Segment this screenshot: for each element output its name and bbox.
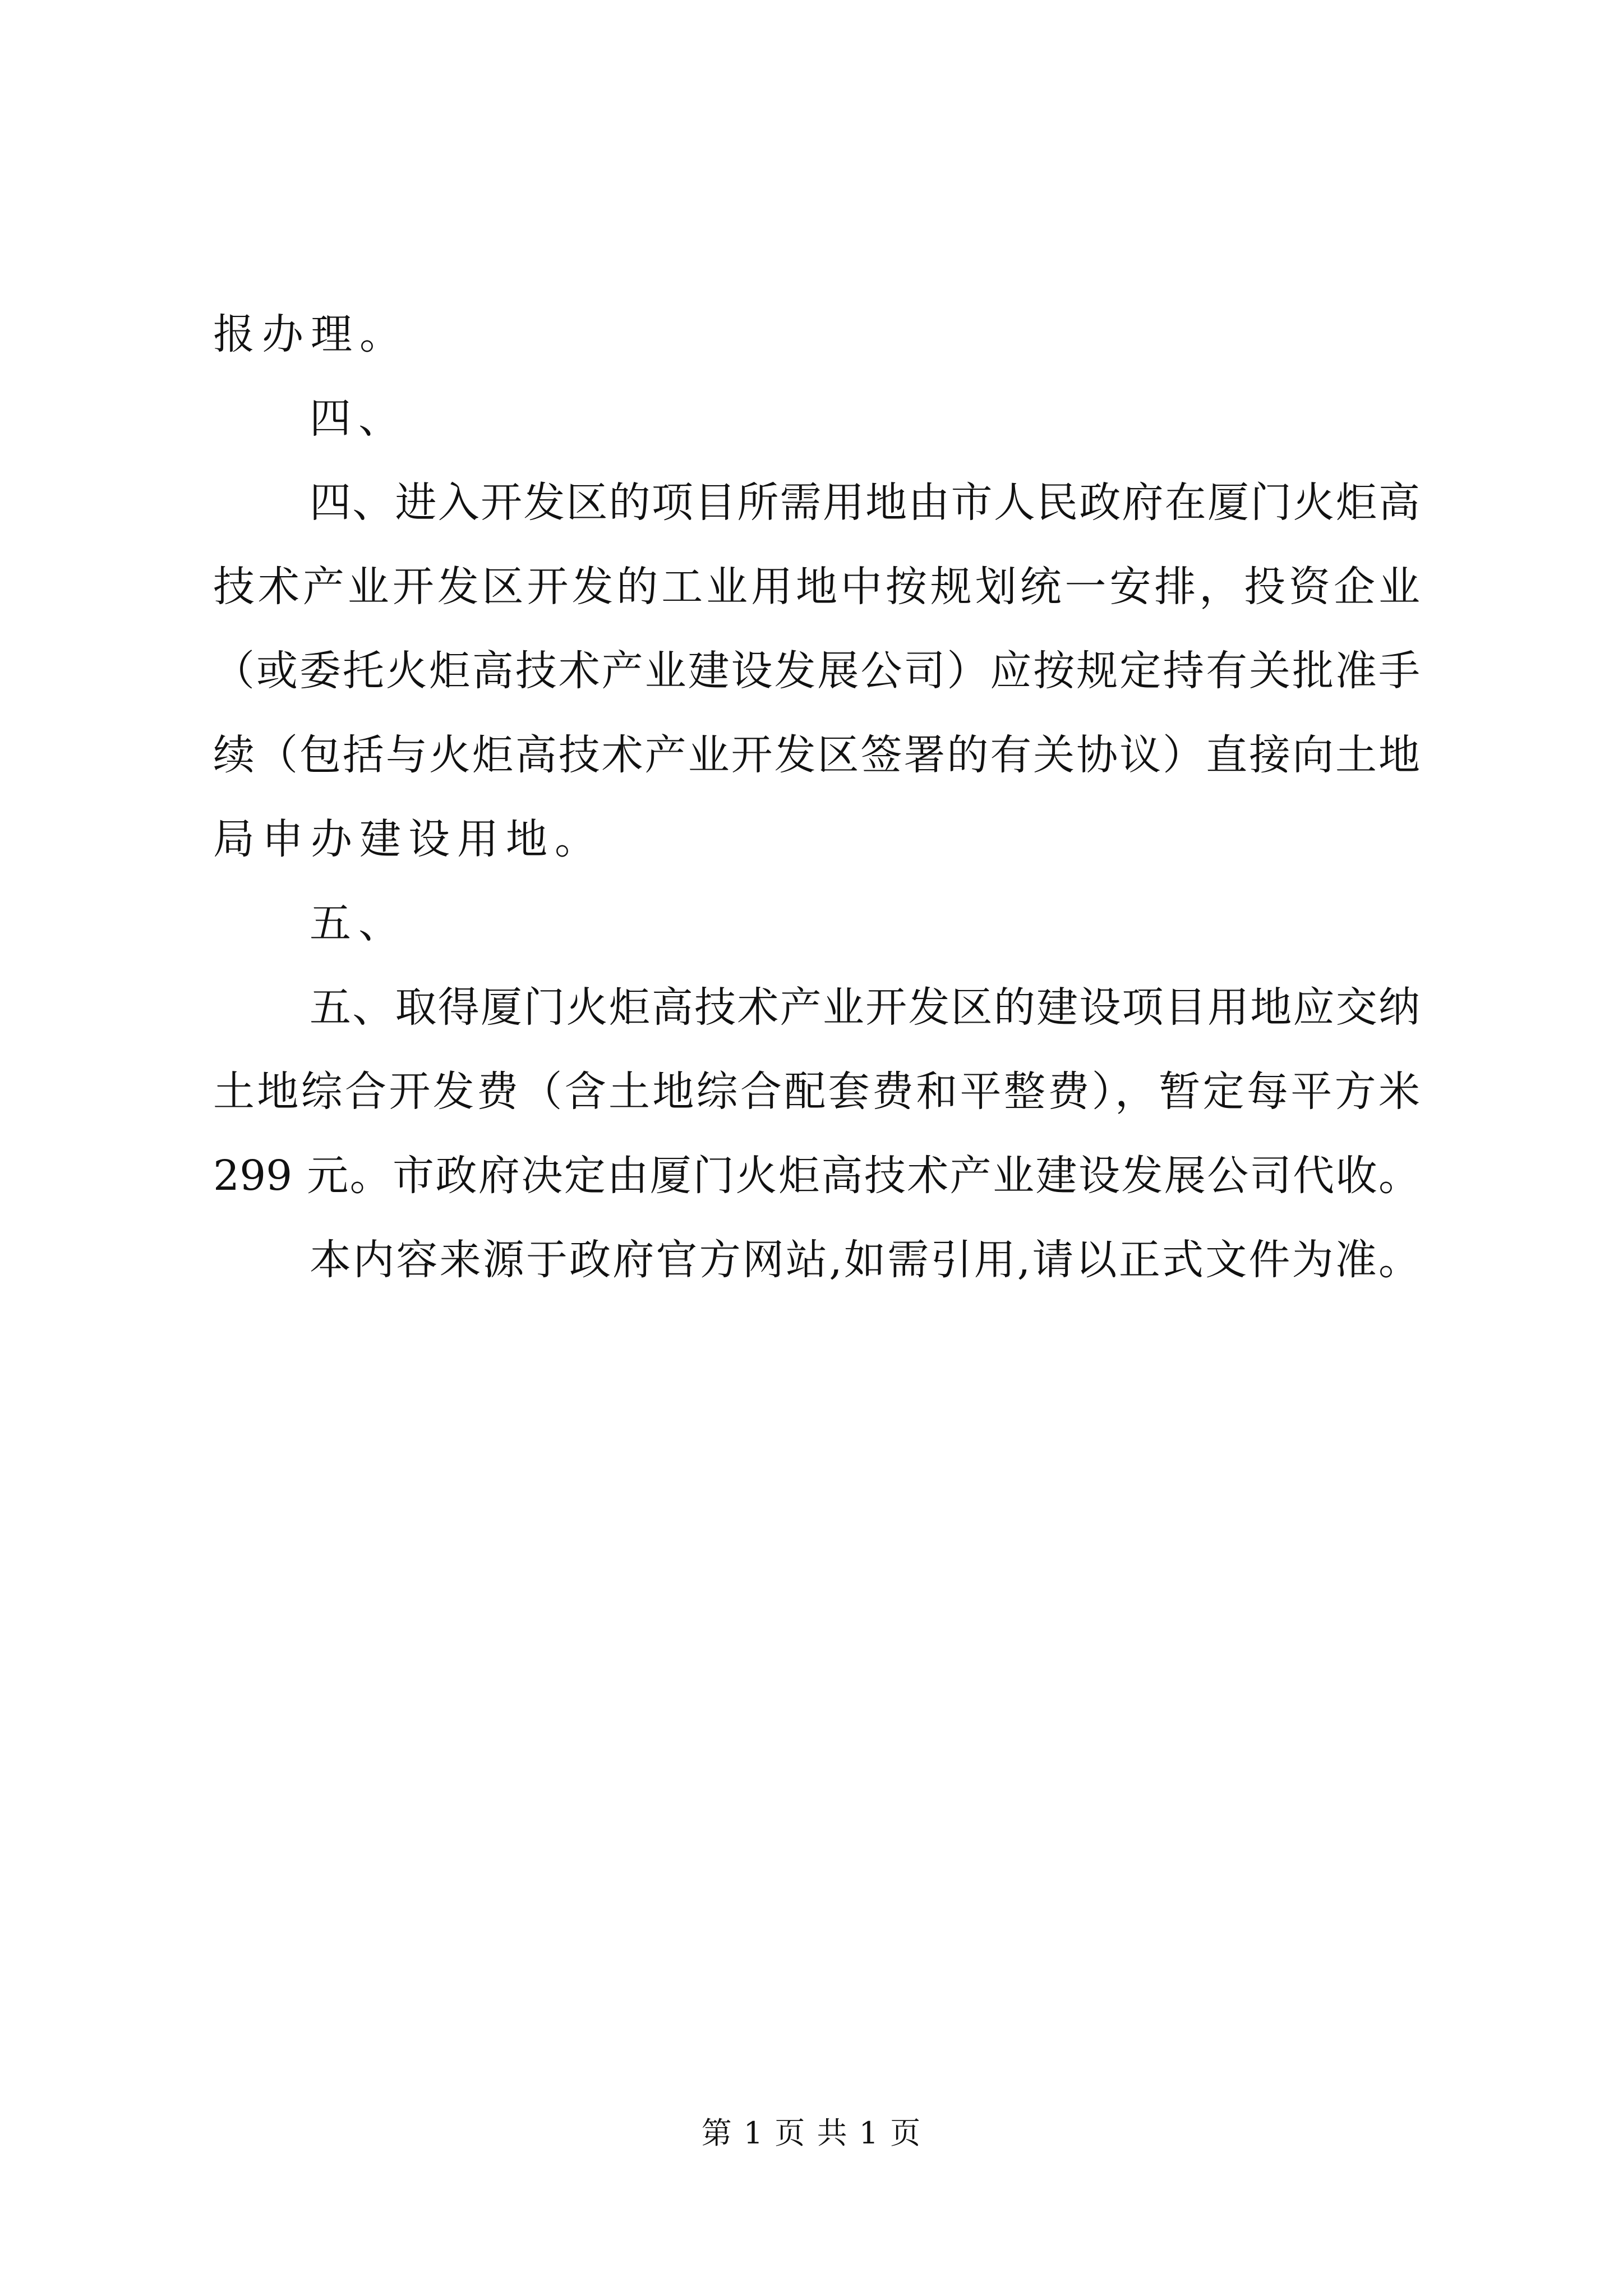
paragraph-line: 土地综合开发费（含土地综合配套费和平整费），暂定每平方米 [213, 1068, 1420, 1116]
section-heading: 五、 [310, 899, 407, 947]
paragraph-line: （或委托火炬高技术产业建设发展公司）应按规定持有关批准手 [213, 647, 1420, 695]
paragraph-line: 四、进入开发区的项目所需用地由市人民政府在厦门火炬高 [310, 478, 1420, 527]
source-note: 本内容来源于政府官方网站,如需引用,请以正式文件为准。 [310, 1236, 1420, 1284]
paragraph-line: 报办理。 [213, 310, 408, 358]
paragraph-line: 五、取得厦门火炬高技术产业开发区的建设项目用地应交纳 [310, 983, 1420, 1032]
paragraph-line: 技术产业开发区开发的工业用地中按规划统一安排，投资企业 [213, 563, 1420, 611]
page-footer: 第 1 页 共 1 页 [701, 2115, 922, 2151]
section-heading: 四、 [310, 394, 407, 443]
paragraph-line: 局申办建设用地。 [213, 815, 603, 863]
paragraph-line: 续（包括与火炬高技术产业开发区签署的有关协议）直接向土地 [213, 731, 1420, 779]
paragraph-line: 299 元。市政府决定由厦门火炬高技术产业建设发展公司代收。 [213, 1152, 1420, 1200]
